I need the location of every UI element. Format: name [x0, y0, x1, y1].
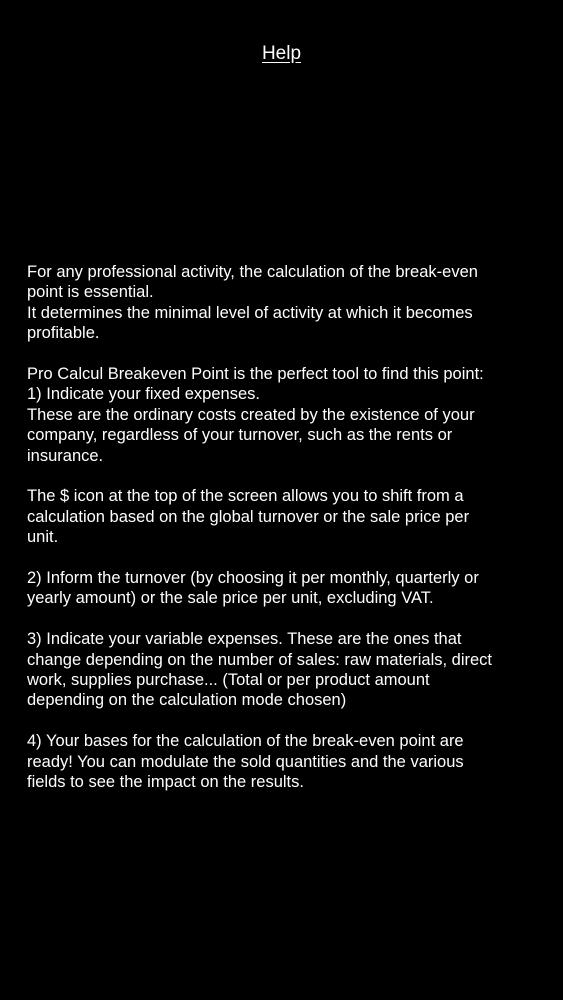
help-paragraph-results: [27, 731, 539, 792]
help-line: change depending on the number of sales: raw materials, direct: [27, 650, 493, 669]
help-paragraph-dollar-icon: [27, 486, 539, 547]
help-line: calculation based on the global turnover or the sale price per: [27, 507, 470, 526]
help-line: depending on the calculation mode chosen): [27, 691, 347, 710]
help-line: 4) Your bases for the calculation of the break-even point are: [27, 732, 464, 751]
help-line: work, supplies purchase... (Total or per product amount: [27, 671, 430, 690]
help-line: yearly amount) or the sale price per unit, excluding VAT.: [27, 589, 434, 608]
help-line: 3) Indicate your variable expenses. These are the ones that: [27, 630, 462, 649]
help-line: Pro Calcul Breakeven Point is the perfect tool to find this point:: [27, 365, 484, 384]
help-line: ready! You can modulate the sold quantities and the various: [27, 752, 464, 771]
help-line: unit.: [27, 528, 59, 547]
help-line: 2) Inform the turnover (by choosing it per monthly, quarterly or: [27, 569, 479, 588]
help-line: company, regardless of your turnover, such as the rents or: [27, 426, 453, 445]
help-line: 1) Indicate your fixed expenses.: [27, 385, 260, 404]
help-line: insurance.: [27, 446, 104, 465]
help-paragraph-intro: [27, 262, 539, 344]
help-line: These are the ordinary costs created by the existence of your: [27, 405, 475, 424]
help-line: fields to see the impact on the results.: [27, 773, 304, 792]
help-line: profitable.: [27, 324, 100, 343]
help-paragraph-fixed-expenses: [27, 364, 539, 466]
help-text: [27, 262, 539, 813]
help-line: It determines the minimal level of activity at which it becomes: [27, 303, 473, 322]
help-paragraph-turnover: [27, 568, 539, 609]
help-line: The $ icon at the top of the screen allows you to shift from a: [27, 487, 464, 506]
page-title: Help: [261, 43, 302, 64]
help-paragraph-variable-expenses: [27, 629, 539, 711]
help-line: point is essential.: [27, 283, 154, 302]
help-line: For any professional activity, the calculation of the break-even: [27, 263, 478, 281]
